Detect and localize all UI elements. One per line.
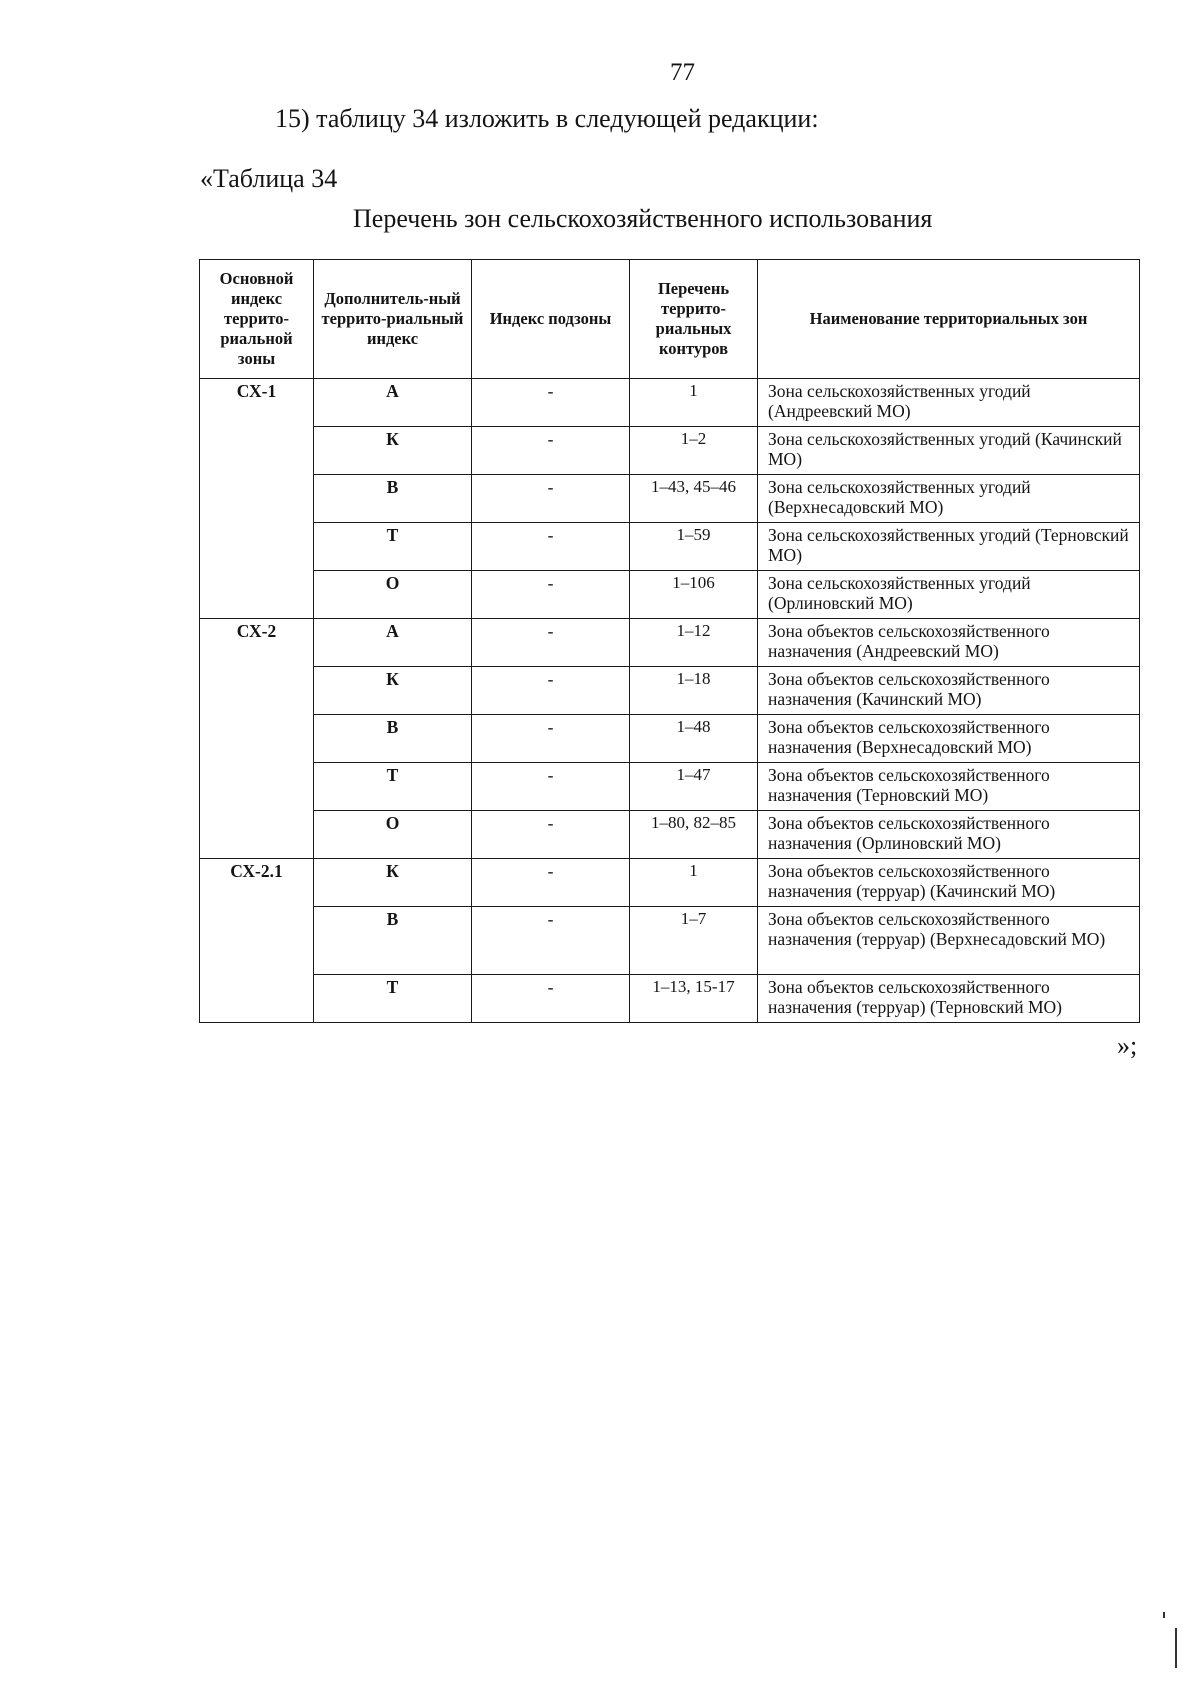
zone-name-cell: Зона объектов сельскохозяйственного назначения (Андреевский МО) bbox=[758, 619, 1140, 667]
zones-table bbox=[199, 259, 1140, 1023]
header-additional-index: Дополнитель-ный террито-риальный индекс bbox=[314, 260, 472, 379]
table-body bbox=[200, 379, 1140, 1023]
additional-index-cell: Т bbox=[314, 523, 472, 571]
main-index-cell: СХ-1 bbox=[200, 379, 314, 619]
header-contours: Перечень террито-риальных контуров bbox=[630, 260, 758, 379]
table-row bbox=[200, 667, 1140, 715]
zone-name-cell: Зона объектов сельскохозяйственного назначения (Терновский МО) bbox=[758, 763, 1140, 811]
additional-index-cell: В bbox=[314, 715, 472, 763]
zone-name-cell: Зона сельскохозяйственных угодий (Верхнесадовский МО) bbox=[758, 475, 1140, 523]
amendment-instruction: 15) таблицу 34 изложить в следующей редакции: bbox=[275, 104, 819, 133]
table-row bbox=[200, 571, 1140, 619]
contours-cell: 1–47 bbox=[630, 763, 758, 811]
additional-index-cell: В bbox=[314, 907, 472, 975]
additional-index-cell: Т bbox=[314, 763, 472, 811]
additional-index-cell: О bbox=[314, 571, 472, 619]
subzone-index-cell: - bbox=[472, 907, 630, 975]
page-number: 77 bbox=[670, 59, 695, 86]
contours-cell: 1–43, 45–46 bbox=[630, 475, 758, 523]
contours-cell: 1–12 bbox=[630, 619, 758, 667]
subzone-index-cell: - bbox=[472, 619, 630, 667]
contours-cell: 1–80, 82–85 bbox=[630, 811, 758, 859]
additional-index-cell: В bbox=[314, 475, 472, 523]
subzone-index-cell: - bbox=[472, 811, 630, 859]
subzone-index-cell: - bbox=[472, 763, 630, 811]
subzone-index-cell: - bbox=[472, 475, 630, 523]
table-row bbox=[200, 619, 1140, 667]
table-row bbox=[200, 975, 1140, 1023]
contours-cell: 1 bbox=[630, 379, 758, 427]
additional-index-cell: А bbox=[314, 379, 472, 427]
header-subzone-index: Индекс подзоны bbox=[472, 260, 630, 379]
table-header bbox=[200, 260, 1140, 379]
table-row bbox=[200, 859, 1140, 907]
zone-name-cell: Зона объектов сельскохозяйственного назначения (терруар) (Качинский МО) bbox=[758, 859, 1140, 907]
table-row bbox=[200, 427, 1140, 475]
zone-name-cell: Зона объектов сельскохозяйственного назначения (терруар) (Терновский МО) bbox=[758, 975, 1140, 1023]
table-caption: «Таблица 34 bbox=[200, 164, 338, 193]
header-row bbox=[200, 260, 1140, 379]
header-main-index: Основной индекс террито-риальной зоны bbox=[200, 260, 314, 379]
contours-cell: 1–59 bbox=[630, 523, 758, 571]
contours-cell: 1–48 bbox=[630, 715, 758, 763]
subzone-index-cell: - bbox=[472, 523, 630, 571]
additional-index-cell: К bbox=[314, 427, 472, 475]
main-index-cell: СХ-2 bbox=[200, 619, 314, 859]
table-row bbox=[200, 763, 1140, 811]
subzone-index-cell: - bbox=[472, 715, 630, 763]
contours-cell: 1–2 bbox=[630, 427, 758, 475]
additional-index-cell: О bbox=[314, 811, 472, 859]
subzone-index-cell: - bbox=[472, 379, 630, 427]
zone-name-cell: Зона сельскохозяйственных угодий (Андреевский МО) bbox=[758, 379, 1140, 427]
header-zone-name: Наименование территориальных зон bbox=[758, 260, 1140, 379]
contours-cell: 1 bbox=[630, 859, 758, 907]
contours-cell: 1–18 bbox=[630, 667, 758, 715]
zone-name-cell: Зона объектов сельскохозяйственного назначения (Орлиновский МО) bbox=[758, 811, 1140, 859]
table-row bbox=[200, 475, 1140, 523]
table-row bbox=[200, 907, 1140, 975]
subzone-index-cell: - bbox=[472, 571, 630, 619]
additional-index-cell: К bbox=[314, 667, 472, 715]
additional-index-cell: Т bbox=[314, 975, 472, 1023]
contours-cell: 1–13, 15-17 bbox=[630, 975, 758, 1023]
scan-edge-dot bbox=[1163, 1612, 1165, 1618]
subzone-index-cell: - bbox=[472, 427, 630, 475]
subzone-index-cell: - bbox=[472, 975, 630, 1023]
table-title: Перечень зон сельскохозяйственного использования bbox=[353, 204, 933, 233]
table-row bbox=[200, 379, 1140, 427]
subzone-index-cell: - bbox=[472, 667, 630, 715]
main-index-cell: СХ-2.1 bbox=[200, 859, 314, 1023]
zone-name-cell: Зона объектов сельскохозяйственного назначения (Верхнесадовский МО) bbox=[758, 715, 1140, 763]
subzone-index-cell: - bbox=[472, 859, 630, 907]
closing-quote-mark: »; bbox=[1117, 1031, 1138, 1060]
table-row bbox=[200, 715, 1140, 763]
zone-name-cell: Зона сельскохозяйственных угодий (Орлиновский МО) bbox=[758, 571, 1140, 619]
additional-index-cell: А bbox=[314, 619, 472, 667]
contours-cell: 1–7 bbox=[630, 907, 758, 975]
zone-name-cell: Зона объектов сельскохозяйственного назначения (терруар) (Верхнесадовский МО) bbox=[758, 907, 1140, 975]
zone-name-cell: Зона объектов сельскохозяйственного назначения (Качинский МО) bbox=[758, 667, 1140, 715]
contours-cell: 1–106 bbox=[630, 571, 758, 619]
table-row bbox=[200, 811, 1140, 859]
table-row bbox=[200, 523, 1140, 571]
scan-edge-mark bbox=[1175, 1628, 1177, 1668]
additional-index-cell: К bbox=[314, 859, 472, 907]
zone-name-cell: Зона сельскохозяйственных угодий (Качинский МО) bbox=[758, 427, 1140, 475]
zone-name-cell: Зона сельскохозяйственных угодий (Терновский МО) bbox=[758, 523, 1140, 571]
